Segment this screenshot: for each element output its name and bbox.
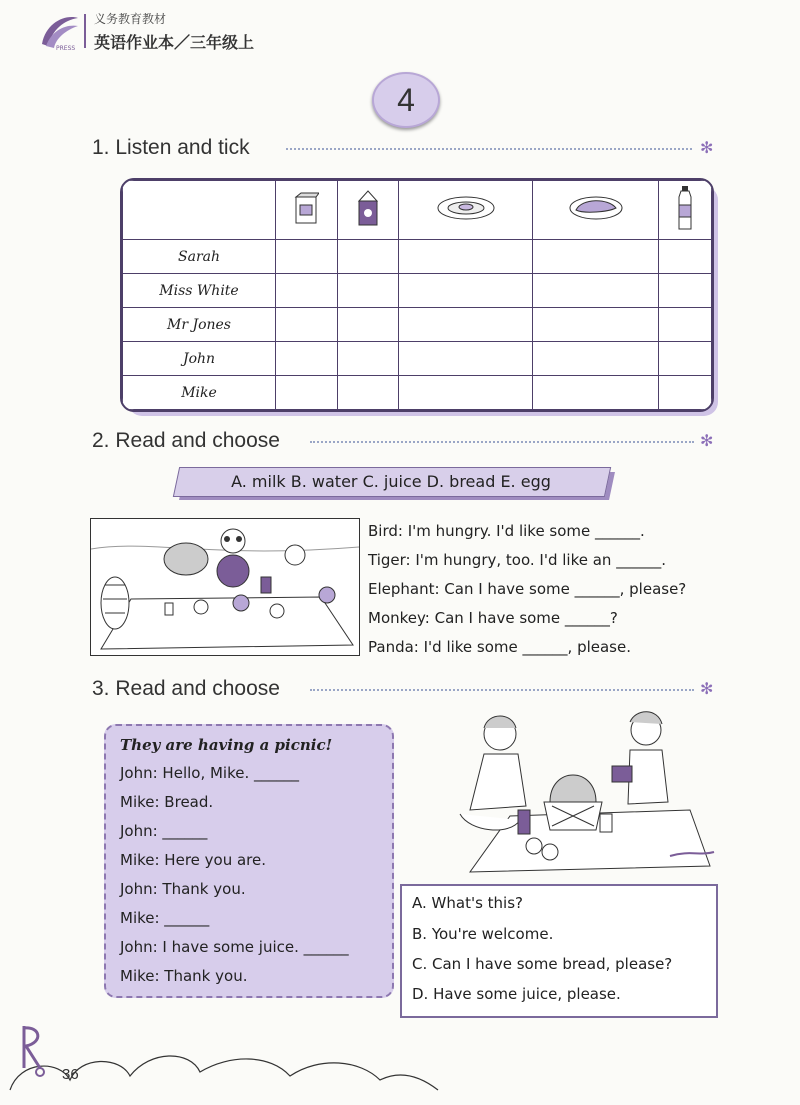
publisher-logo-icon <box>36 8 82 52</box>
column-juice-box <box>276 181 338 240</box>
section-3-heading: 3. Read and choose <box>92 677 280 700</box>
tick-cell[interactable] <box>337 342 399 376</box>
heading-dotted-line <box>310 441 694 443</box>
column-bread <box>533 181 658 240</box>
reading-line: John: I have some juice. ______ <box>120 938 349 956</box>
answer-option: C. Can I have some bread, please? <box>412 955 673 973</box>
tick-cell[interactable] <box>399 240 533 274</box>
animals-picnic-illustration <box>90 518 360 656</box>
heading-dotted-line <box>310 689 694 691</box>
dialogue-line: Tiger: I'm hungry, too. I'd like an ______. <box>368 551 666 569</box>
reading-line: John: ______ <box>120 822 208 840</box>
tick-cell[interactable] <box>658 342 711 376</box>
reading-title: They are having a picnic! <box>120 736 333 754</box>
tick-cell[interactable] <box>276 308 338 342</box>
column-milk-carton <box>337 181 399 240</box>
table-row <box>123 274 712 308</box>
water-bottle-icon <box>674 185 696 231</box>
listen-tick-table <box>120 178 714 412</box>
tick-cell[interactable] <box>658 274 711 308</box>
flower-icon: ✻ <box>700 433 714 450</box>
svg-text:PRESS: PRESS <box>56 45 76 52</box>
tick-cell[interactable] <box>399 274 533 308</box>
table-row <box>123 308 712 342</box>
page-number: 36 <box>62 1066 79 1083</box>
reading-line: John: Hello, Mike. ______ <box>120 764 300 782</box>
dialogue-line: Panda: I'd like some ______, please. <box>368 638 631 656</box>
reading-line: Mike: Here you are. <box>120 851 267 869</box>
cloud-border-decoration <box>0 1020 440 1105</box>
book-title: 英语作业本／三年级上 <box>94 35 255 52</box>
tick-cell[interactable] <box>658 308 711 342</box>
reading-line: Mike: Thank you. <box>120 967 248 985</box>
tick-cell[interactable] <box>658 240 711 274</box>
dialogue-line: Monkey: Can I have some ______? <box>368 609 618 627</box>
table-row <box>123 240 712 274</box>
unit-number: 4 <box>397 82 415 118</box>
answer-option: D. Have some juice, please. <box>412 985 621 1003</box>
milk-carton-icon <box>355 189 381 227</box>
tick-cell[interactable] <box>276 376 338 410</box>
reading-line: Mike: ______ <box>120 909 210 927</box>
egg-plate-icon <box>436 195 496 221</box>
answer-option: A. What's this? <box>412 894 523 912</box>
tick-cell[interactable] <box>337 376 399 410</box>
tick-cell[interactable] <box>337 274 399 308</box>
table-row <box>123 376 712 410</box>
tick-cell[interactable] <box>533 376 658 410</box>
tick-cell[interactable] <box>276 342 338 376</box>
tick-cell[interactable] <box>399 342 533 376</box>
tick-cell[interactable] <box>533 342 658 376</box>
tick-cell[interactable] <box>533 308 658 342</box>
bread-icon <box>568 194 624 222</box>
column-water-bottle <box>658 181 711 240</box>
tick-cell[interactable] <box>337 308 399 342</box>
header-divider <box>84 14 86 48</box>
tick-cell[interactable] <box>399 308 533 342</box>
unit-badge <box>372 72 440 128</box>
column-egg-plate <box>399 181 533 240</box>
dialogue-line: Elephant: Can I have some ______, please? <box>368 580 687 598</box>
tick-cell[interactable] <box>276 274 338 308</box>
answer-option: B. You're welcome. <box>412 925 554 943</box>
flower-icon: ✻ <box>700 140 714 157</box>
tick-cell[interactable] <box>337 240 399 274</box>
options-text: A. milk B. water C. juice D. bread E. egg <box>231 472 551 491</box>
tick-cell[interactable] <box>533 240 658 274</box>
section-2-heading: 2. Read and choose <box>92 429 280 452</box>
tick-cell[interactable] <box>533 274 658 308</box>
table-row <box>123 342 712 376</box>
series-title: 义务教育教材 <box>94 12 167 26</box>
flower-icon: ✻ <box>700 681 714 698</box>
tick-cell[interactable] <box>276 240 338 274</box>
tick-cell[interactable] <box>658 376 711 410</box>
section-1-heading: 1. Listen and tick <box>92 136 250 159</box>
row-name: Mr Jones <box>123 308 276 342</box>
row-name: Mike <box>123 376 276 410</box>
heading-dotted-line <box>286 148 692 150</box>
kids-picnic-illustration <box>400 706 716 874</box>
table-header-row <box>123 181 712 240</box>
table-corner-cell <box>123 181 276 240</box>
reading-line: John: Thank you. <box>120 880 246 898</box>
dialogue-line: Bird: I'm hungry. I'd like some ______. <box>368 522 645 540</box>
juice-box-icon <box>293 191 319 225</box>
tick-cell[interactable] <box>399 376 533 410</box>
row-name: Miss White <box>123 274 276 308</box>
row-name: Sarah <box>123 240 276 274</box>
row-name: John <box>123 342 276 376</box>
reading-line: Mike: Bread. <box>120 793 214 811</box>
